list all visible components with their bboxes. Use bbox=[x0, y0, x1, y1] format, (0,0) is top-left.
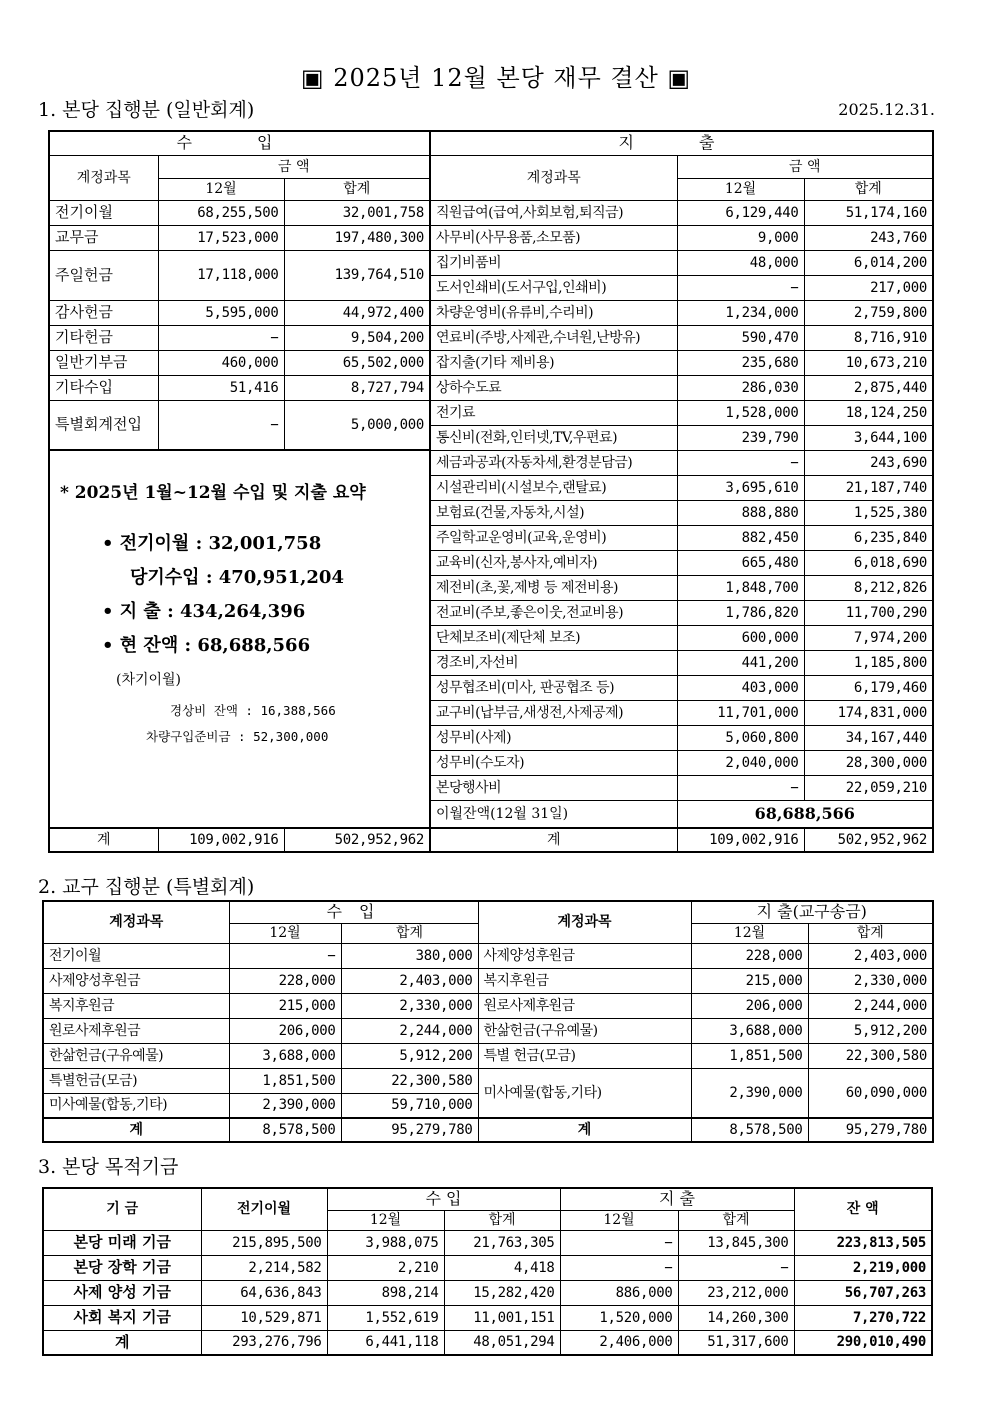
table-row bbox=[43, 1068, 933, 1093]
fund-in-total: 4,418 bbox=[444, 1255, 560, 1280]
expense-total: 6,235,840 bbox=[804, 525, 933, 550]
month-header: 12월 bbox=[229, 923, 341, 943]
table-row bbox=[49, 325, 933, 350]
total-label: 계 bbox=[430, 828, 677, 852]
total-header: 합계 bbox=[804, 178, 933, 200]
fund-carry: 64,636,843 bbox=[201, 1280, 327, 1305]
general-account-table bbox=[48, 130, 934, 853]
expense-total: 2,244,000 bbox=[808, 993, 933, 1018]
expense-total: 18,124,250 bbox=[804, 400, 933, 425]
expense-total: 243,690 bbox=[804, 450, 933, 475]
total-out-total: 51,317,600 bbox=[678, 1330, 794, 1355]
expense-month: 235,680 bbox=[677, 350, 804, 375]
income-month: 2,390,000 bbox=[229, 1093, 341, 1118]
expense-month: 206,000 bbox=[691, 993, 808, 1018]
summary-balance: • 현 잔액 : 68,688,566 bbox=[102, 635, 311, 656]
expense-month: 2,040,000 bbox=[677, 750, 804, 775]
expense-month: 215,000 bbox=[691, 968, 808, 993]
expense-total: 7,974,200 bbox=[804, 625, 933, 650]
income-month: 206,000 bbox=[229, 1018, 341, 1043]
expense-total: 22,059,210 bbox=[804, 775, 933, 800]
income-header: 수 입 bbox=[229, 901, 478, 923]
table-row bbox=[49, 375, 933, 400]
expense-month: 1,786,820 bbox=[677, 600, 804, 625]
income-total: 44,972,400 bbox=[284, 300, 430, 325]
fund-in-total: 21,763,305 bbox=[444, 1230, 560, 1255]
summary-next-carry: (차기이월) bbox=[116, 672, 182, 688]
expense-total: 8,212,826 bbox=[804, 575, 933, 600]
fund-out-total: 13,845,300 bbox=[678, 1230, 794, 1255]
total-in-total: 48,051,294 bbox=[444, 1330, 560, 1355]
total-label: 계 bbox=[43, 1118, 229, 1142]
page-title: ▣ 2025년 12월 본당 재무 결산 ▣ bbox=[300, 64, 692, 92]
table-row bbox=[49, 250, 933, 275]
total-header: 합계 bbox=[678, 1210, 794, 1230]
summary-expense: • 지 출 : 434,264,396 bbox=[102, 601, 306, 622]
expense-account: 집기비품비 bbox=[430, 250, 677, 275]
expense-total: 6,014,200 bbox=[804, 250, 933, 275]
summary-income: 당기수입 : 470,951,204 bbox=[130, 567, 344, 588]
month-header: 12월 bbox=[677, 178, 804, 200]
expense-account: 상하수도료 bbox=[430, 375, 677, 400]
expense-account: 사무비(사무용품,소모품) bbox=[430, 225, 677, 250]
fund-carry: 2,214,582 bbox=[201, 1255, 327, 1280]
section2-title: 2. 교구 집행분 (특별회계) bbox=[38, 876, 255, 898]
expense-total: 6,179,460 bbox=[804, 675, 933, 700]
expense-total: 6,018,690 bbox=[804, 550, 933, 575]
fund-in-month: 898,214 bbox=[327, 1280, 444, 1305]
balance-value: 68,688,566 bbox=[677, 800, 933, 828]
header-row bbox=[49, 155, 933, 178]
total-header: 합계 bbox=[808, 923, 933, 943]
fund-balance: 223,813,505 bbox=[794, 1230, 932, 1255]
expense-total: 2,403,000 bbox=[808, 943, 933, 968]
table-row bbox=[43, 1018, 933, 1043]
summary-title: * 2025년 1월~12월 수입 및 지출 요약 bbox=[60, 483, 366, 503]
expense-total: 11,700,290 bbox=[804, 600, 933, 625]
fund-balance: 56,707,263 bbox=[794, 1280, 932, 1305]
expense-account: 전교비(주보,좋은이웃,전교비용) bbox=[430, 600, 677, 625]
expense-account: 성무협조비(미사, 판공협조 등) bbox=[430, 675, 677, 700]
income-header: 수 입 bbox=[327, 1188, 560, 1210]
expense-header: 지 출 bbox=[560, 1188, 794, 1210]
expense-total: 5,912,200 bbox=[808, 1018, 933, 1043]
fund-in-total: 15,282,420 bbox=[444, 1280, 560, 1305]
fund-out-total: − bbox=[678, 1255, 794, 1280]
expense-month: 1,234,000 bbox=[677, 300, 804, 325]
table-row bbox=[49, 400, 933, 425]
month-header: 12월 bbox=[158, 178, 284, 200]
fund-row bbox=[43, 1305, 932, 1330]
total-label: 계 bbox=[43, 1330, 201, 1355]
month-header: 12월 bbox=[327, 1210, 444, 1230]
expense-account: 시설관리비(시설보수,랜탈료) bbox=[430, 475, 677, 500]
income-account: 특별회계전입 bbox=[49, 400, 158, 450]
income-month: 68,255,500 bbox=[158, 200, 284, 225]
expense-account: 교구비(납부금,새생전,사제공제) bbox=[430, 700, 677, 725]
expense-total: 3,644,100 bbox=[804, 425, 933, 450]
expense-month: 228,000 bbox=[691, 943, 808, 968]
income-account: 전기이월 bbox=[43, 943, 229, 968]
total-header: 합계 bbox=[341, 923, 478, 943]
income-month: 3,688,000 bbox=[229, 1043, 341, 1068]
fund-row bbox=[43, 1255, 932, 1280]
expense-month: − bbox=[677, 450, 804, 475]
expense-account: 통신비(전화,인터넷,TV,우편료) bbox=[430, 425, 677, 450]
expense-month: 403,000 bbox=[677, 675, 804, 700]
expense-account: 성무비(수도자) bbox=[430, 750, 677, 775]
income-account: 원로사제후원금 bbox=[43, 1018, 229, 1043]
total-out-month: 2,406,000 bbox=[560, 1330, 678, 1355]
expense-total: 51,174,160 bbox=[804, 200, 933, 225]
income-month: − bbox=[158, 325, 284, 350]
purpose-fund-table bbox=[42, 1187, 933, 1356]
expense-total: 243,760 bbox=[804, 225, 933, 250]
total-row bbox=[49, 828, 933, 852]
income-account: 기타헌금 bbox=[49, 325, 158, 350]
income-month: 215,000 bbox=[229, 993, 341, 1018]
income-total: 59,710,000 bbox=[341, 1093, 478, 1118]
account-header: 계정과목 bbox=[43, 901, 229, 943]
income-total: 5,000,000 bbox=[284, 400, 430, 450]
fund-row bbox=[43, 1230, 932, 1255]
section1-title: 1. 본당 집행분 (일반회계) bbox=[38, 99, 255, 121]
expense-header: 지 출 bbox=[430, 131, 933, 155]
table-row bbox=[43, 1043, 933, 1068]
expense-month: 590,470 bbox=[677, 325, 804, 350]
income-month: 17,523,000 bbox=[158, 225, 284, 250]
income-total: 9,504,200 bbox=[284, 325, 430, 350]
expense-total: 10,673,210 bbox=[804, 350, 933, 375]
expense-total: 2,759,800 bbox=[804, 300, 933, 325]
fund-in-total: 11,001,151 bbox=[444, 1305, 560, 1330]
income-account: 감사헌금 bbox=[49, 300, 158, 325]
expense-account: 직원급여(급여,사회보험,퇴직금) bbox=[430, 200, 677, 225]
expense-total: 174,831,000 bbox=[804, 700, 933, 725]
fund-name: 사제 양성 기금 bbox=[43, 1280, 201, 1305]
expense-account: 제전비(초,꽃,제병 등 제전비용) bbox=[430, 575, 677, 600]
income-total: 8,727,794 bbox=[284, 375, 430, 400]
expense-month: 3,695,610 bbox=[677, 475, 804, 500]
fund-balance: 2,219,000 bbox=[794, 1255, 932, 1280]
fund-out-month: 1,520,000 bbox=[560, 1305, 678, 1330]
income-total: 2,244,000 bbox=[341, 1018, 478, 1043]
income-total: 32,001,758 bbox=[284, 200, 430, 225]
income-total-sum: 95,279,780 bbox=[341, 1118, 478, 1142]
expense-total-month: 8,578,500 bbox=[691, 1118, 808, 1142]
section3-title: 3. 본당 목적기금 bbox=[38, 1156, 179, 1178]
expense-account: 차량운영비(유류비,수리비) bbox=[430, 300, 677, 325]
income-header: 수 입 bbox=[49, 131, 430, 155]
income-total: 2,330,000 bbox=[341, 993, 478, 1018]
income-account: 교무금 bbox=[49, 225, 158, 250]
income-total: 380,000 bbox=[341, 943, 478, 968]
expense-total: 8,716,910 bbox=[804, 325, 933, 350]
expense-month: 882,450 bbox=[677, 525, 804, 550]
fund-out-total: 14,260,300 bbox=[678, 1305, 794, 1330]
income-month: 5,595,000 bbox=[158, 300, 284, 325]
expense-account: 보험료(건물,자동차,시설) bbox=[430, 500, 677, 525]
expense-account: 전기료 bbox=[430, 400, 677, 425]
expense-account: 연료비(주방,사제관,수녀원,난방유) bbox=[430, 325, 677, 350]
total-row bbox=[43, 1330, 932, 1355]
expense-month: 441,200 bbox=[677, 650, 804, 675]
expense-account: 도서인쇄비(도서구입,인쇄비) bbox=[430, 275, 677, 300]
income-total: 197,480,300 bbox=[284, 225, 430, 250]
table-row bbox=[49, 350, 933, 375]
expense-month: 11,701,000 bbox=[677, 700, 804, 725]
summary-car-fund: 차량구입준비금 : 52,300,000 bbox=[146, 729, 329, 744]
header-row bbox=[43, 901, 933, 923]
summary-box-content bbox=[50, 451, 429, 825]
account-header: 계정과목 bbox=[49, 155, 158, 200]
income-total: 2,403,000 bbox=[341, 968, 478, 993]
table-row bbox=[49, 200, 933, 225]
income-total: 139,764,510 bbox=[284, 250, 430, 300]
expense-account: 미사예물(합동,기타) bbox=[478, 1068, 691, 1118]
expense-account: 복지후원금 bbox=[478, 968, 691, 993]
expense-month: 600,000 bbox=[677, 625, 804, 650]
income-account: 복지후원금 bbox=[43, 993, 229, 1018]
amount-header: 금 액 bbox=[677, 155, 933, 178]
fund-in-month: 1,552,619 bbox=[327, 1305, 444, 1330]
expense-total: 28,300,000 bbox=[804, 750, 933, 775]
fund-balance: 7,270,722 bbox=[794, 1305, 932, 1330]
expense-account: 경조비,자선비 bbox=[430, 650, 677, 675]
table-row bbox=[43, 943, 933, 968]
expense-total-month: 109,002,916 bbox=[677, 828, 804, 852]
expense-month: 239,790 bbox=[677, 425, 804, 450]
income-account: 기타수입 bbox=[49, 375, 158, 400]
expense-month: − bbox=[677, 775, 804, 800]
expense-month: 286,030 bbox=[677, 375, 804, 400]
fund-carry: 215,895,500 bbox=[201, 1230, 327, 1255]
expense-total: 1,525,380 bbox=[804, 500, 933, 525]
fund-row bbox=[43, 1280, 932, 1305]
expense-account: 단체보조비(제단체 보조) bbox=[430, 625, 677, 650]
expense-month: 3,688,000 bbox=[691, 1018, 808, 1043]
expense-account: 세금과공과(자동차세,환경분담금) bbox=[430, 450, 677, 475]
income-total-month: 109,002,916 bbox=[158, 828, 284, 852]
table-row bbox=[49, 450, 933, 475]
income-total-month: 8,578,500 bbox=[229, 1118, 341, 1142]
income-month: 1,851,500 bbox=[229, 1068, 341, 1093]
carry-header: 전기이월 bbox=[201, 1188, 327, 1230]
header-row bbox=[43, 1188, 932, 1210]
expense-total-sum: 502,952,962 bbox=[804, 828, 933, 852]
summary-ops-balance: 경상비 잔액 : 16,388,566 bbox=[170, 703, 336, 718]
income-account: 한삶헌금(구유예물) bbox=[43, 1043, 229, 1068]
total-row bbox=[43, 1118, 933, 1142]
income-month: 228,000 bbox=[229, 968, 341, 993]
expense-total: 21,187,740 bbox=[804, 475, 933, 500]
expense-account: 잡지출(기타 제비용) bbox=[430, 350, 677, 375]
table-row bbox=[43, 993, 933, 1018]
table-row bbox=[43, 968, 933, 993]
fund-carry: 10,529,871 bbox=[201, 1305, 327, 1330]
total-in-month: 6,441,118 bbox=[327, 1330, 444, 1355]
expense-month: 1,848,700 bbox=[677, 575, 804, 600]
total-header: 합계 bbox=[284, 178, 430, 200]
fund-out-month: − bbox=[560, 1255, 678, 1280]
income-month: − bbox=[158, 400, 284, 450]
total-label: 계 bbox=[49, 828, 158, 852]
expense-month: 1,851,500 bbox=[691, 1043, 808, 1068]
fund-in-month: 3,988,075 bbox=[327, 1230, 444, 1255]
income-account: 사제양성후원금 bbox=[43, 968, 229, 993]
expense-total: 2,875,440 bbox=[804, 375, 933, 400]
month-header: 12월 bbox=[691, 923, 808, 943]
expense-total: 217,000 bbox=[804, 275, 933, 300]
expense-month: 1,528,000 bbox=[677, 400, 804, 425]
income-account: 전기이월 bbox=[49, 200, 158, 225]
income-account: 주일헌금 bbox=[49, 250, 158, 300]
total-label: 계 bbox=[478, 1118, 691, 1142]
expense-total: 22,300,580 bbox=[808, 1043, 933, 1068]
expense-month: 665,480 bbox=[677, 550, 804, 575]
income-account: 미사예물(합동,기타) bbox=[43, 1093, 229, 1118]
fund-header: 기 금 bbox=[43, 1188, 201, 1230]
fund-out-month: 886,000 bbox=[560, 1280, 678, 1305]
header-row bbox=[49, 131, 933, 155]
summary-carry: • 전기이월 : 32,001,758 bbox=[102, 533, 322, 554]
expense-account: 사제양성후원금 bbox=[478, 943, 691, 968]
fund-out-month: − bbox=[560, 1230, 678, 1255]
expense-month: 2,390,000 bbox=[691, 1068, 808, 1118]
expense-account: 주일학교운영비(교육,운영비) bbox=[430, 525, 677, 550]
fund-in-month: 2,210 bbox=[327, 1255, 444, 1280]
income-month: 51,416 bbox=[158, 375, 284, 400]
expense-account: 본당행사비 bbox=[430, 775, 677, 800]
expense-account: 한삶헌금(구유예물) bbox=[478, 1018, 691, 1043]
expense-account: 성무비(사제) bbox=[430, 725, 677, 750]
income-account: 일반기부금 bbox=[49, 350, 158, 375]
balance-label: 이월잔액(12월 31일) bbox=[430, 800, 677, 828]
income-total: 5,912,200 bbox=[341, 1043, 478, 1068]
expense-account: 특별 헌금(모금) bbox=[478, 1043, 691, 1068]
balance-header: 잔 액 bbox=[794, 1188, 932, 1230]
fund-name: 본당 미래 기금 bbox=[43, 1230, 201, 1255]
income-total: 65,502,000 bbox=[284, 350, 430, 375]
expense-total: 34,167,440 bbox=[804, 725, 933, 750]
summary-box bbox=[49, 450, 430, 828]
total-balance: 290,010,490 bbox=[794, 1330, 932, 1355]
amount-header: 금 액 bbox=[158, 155, 430, 178]
expense-total-sum: 95,279,780 bbox=[808, 1118, 933, 1142]
expense-account: 원로사제후원금 bbox=[478, 993, 691, 1018]
fund-out-total: 23,212,000 bbox=[678, 1280, 794, 1305]
fund-name: 본당 장학 기금 bbox=[43, 1255, 201, 1280]
income-total: 22,300,580 bbox=[341, 1068, 478, 1093]
expense-total: 60,090,000 bbox=[808, 1068, 933, 1118]
expense-total: 2,330,000 bbox=[808, 968, 933, 993]
expense-month: 9,000 bbox=[677, 225, 804, 250]
income-account: 특별헌금(모금) bbox=[43, 1068, 229, 1093]
expense-month: 48,000 bbox=[677, 250, 804, 275]
expense-account: 교육비(신자,봉사자,예비자) bbox=[430, 550, 677, 575]
table-row bbox=[49, 225, 933, 250]
table-row bbox=[49, 300, 933, 325]
expense-header: 지 출(교구송금) bbox=[691, 901, 933, 923]
month-header: 12월 bbox=[560, 1210, 678, 1230]
total-header: 합계 bbox=[444, 1210, 560, 1230]
expense-month: − bbox=[677, 275, 804, 300]
expense-month: 888,880 bbox=[677, 500, 804, 525]
income-month: 17,118,000 bbox=[158, 250, 284, 300]
income-month: − bbox=[229, 943, 341, 968]
total-carry: 293,276,796 bbox=[201, 1330, 327, 1355]
report-date: 2025.12.31. bbox=[838, 100, 935, 119]
account-header: 계정과목 bbox=[478, 901, 691, 943]
expense-total: 1,185,800 bbox=[804, 650, 933, 675]
expense-month: 6,129,440 bbox=[677, 200, 804, 225]
fund-name: 사회 복지 기금 bbox=[43, 1305, 201, 1330]
account-header: 계정과목 bbox=[430, 155, 677, 200]
income-month: 460,000 bbox=[158, 350, 284, 375]
income-total-sum: 502,952,962 bbox=[284, 828, 430, 852]
expense-month: 5,060,800 bbox=[677, 725, 804, 750]
diocese-account-table bbox=[42, 900, 934, 1143]
